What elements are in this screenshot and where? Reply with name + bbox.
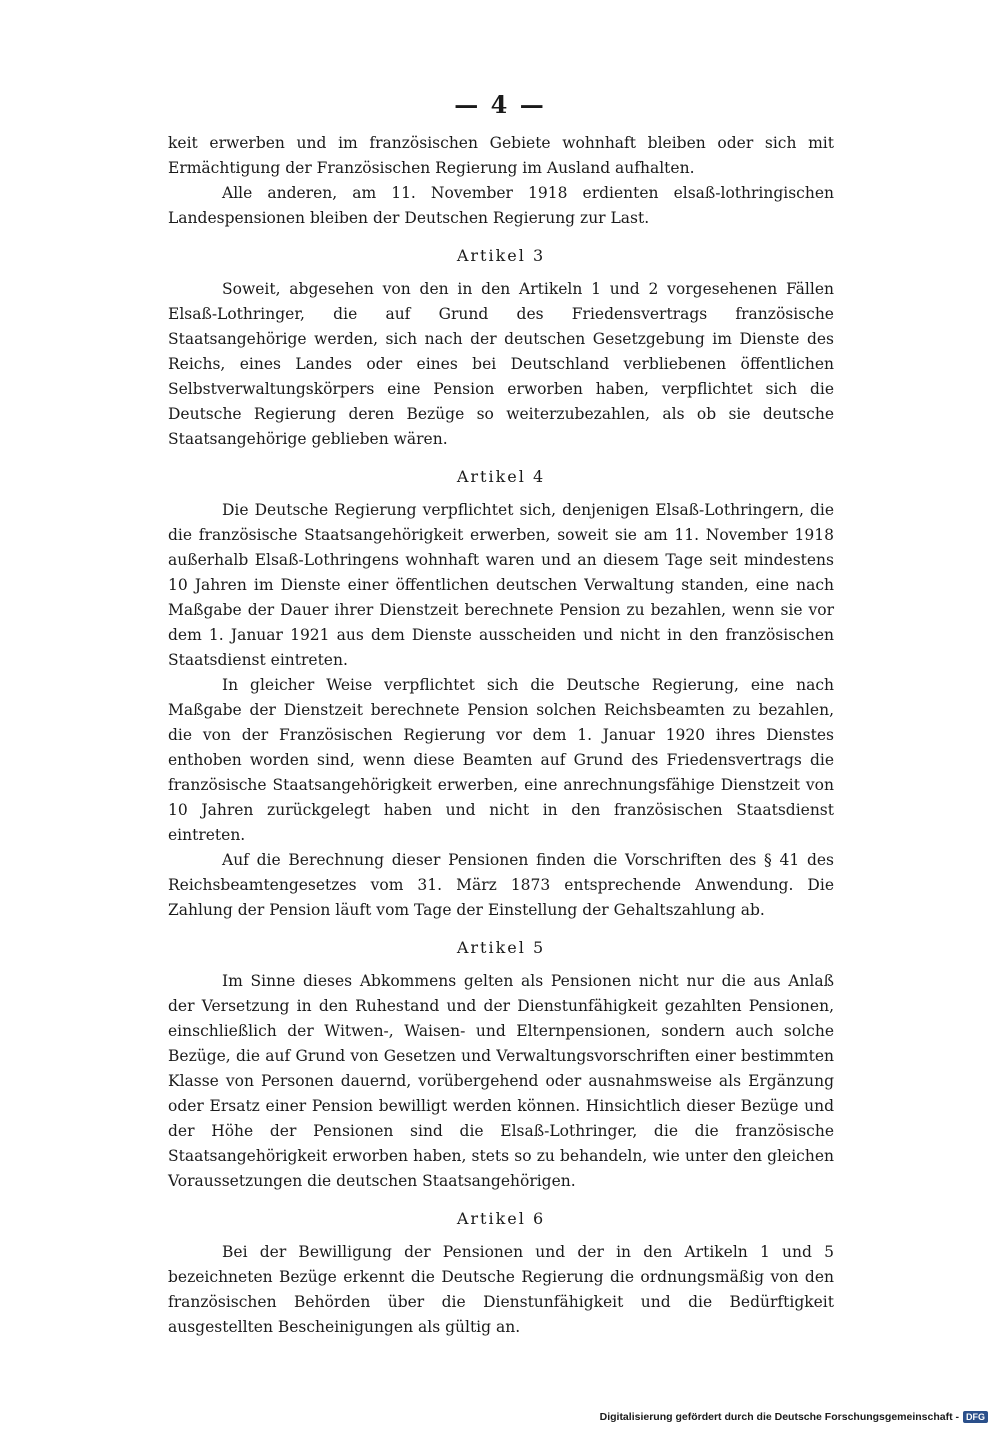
article-heading: Artikel 5 (456, 938, 546, 957)
article-heading: Artikel 4 (456, 467, 546, 486)
paragraph: In gleicher Weise verpflichtet sich die Deutsche Regierung, eine nach Maßgabe der Dienstzeit berechnete Pension solchen Reichsbeamten zu bezahlen, die von der Französischen Regierung vor dem 1. Januar 1920 ihres Dienstes enthoben worden sind, wenn diese Beamten auf Grund des Friedensvertrags die französische Staatsangehörigkeit erwerben, eine anrechnungsfähige Dienstzeit von 10 Jahren zurückgelegt haben und nicht in den französischen Staatsdienst eintreten. (168, 676, 834, 844)
paragraph: Die Deutsche Regierung verpflichtet sich, denjenigen Elsaß-Lothringern, die die französische Staatsangehörigkeit erwerben, soweit sie am 11. November 1918 außerhalb Elsaß-Lothringens wohnhaft waren und an diesem Tage seit mindestens 10 Jahren im Dienste einer öffentlichen deutschen Verwaltung standen, eine nach Maßgabe der Dauer ihrer Dienstzeit berechnete Pension zu bezahlen, wenn sie vor dem 1. Januar 1921 aus dem Dienste ausscheiden und nicht in den französischen Staatsdienst eintreten. (168, 501, 834, 669)
page-number: — 4 — (454, 90, 546, 119)
paragraph: Im Sinne dieses Abkommens gelten als Pensionen nicht nur die aus Anlaß der Versetzung in den Ruhestand und der Dienstunfähigkeit gezahlten Pensionen, einschließlich der Witwen-, Waisen- und Elternpensionen, sondern auch solche Bezüge, die auf Grund von Gesetzen und Verwaltungsvorschriften einer bestimmten Klasse von Personen dauernd, vorübergehend oder ausnahmsweise als Ergänzung oder Ersatz einer Pension bewilligt werden können. Hinsichtlich dieser Bezüge und der Höhe der Pensionen sind die Elsaß-Lothringer, die die französische Staatsangehörigkeit erworben haben, stets so zu behandeln, wie unter den gleichen Voraussetzungen die deutschen Staatsangehörigen. (168, 972, 834, 1190)
footer-text: Digitalisierung gefördert durch die Deutsche Forschungsgemeinschaft - (599, 1411, 959, 1423)
paragraph: Bei der Bewilligung der Pensionen und der in den Artikeln 1 und 5 bezeichneten Bezüge erkennt die Deutsche Regierung die ordnungsmäßig von den französischen Behörden über die Dienstunfähigkeit und die Bedürftigkeit ausgestellten Bescheinigungen als gültig an. (168, 1243, 834, 1336)
paragraph: keit erwerben und im französischen Gebiete wohnhaft bleiben oder sich mit Ermächtigung der Französischen Regierung im Ausland aufhalten. (168, 134, 834, 177)
article-heading: Artikel 6 (456, 1209, 546, 1228)
paragraph: Auf die Berechnung dieser Pensionen finden die Vorschriften des § 41 des Reichsbeamtengesetzes vom 31. März 1873 entsprechende Anwendung. Die Zahlung der Pension läuft vom Tage der Einstellung der Gehaltszahlung ab. (168, 851, 834, 919)
paragraph: Soweit, abgesehen von den in den Artikeln 1 und 2 vorgesehenen Fällen Elsaß-Lothringer, die auf Grund des Friedensvertrags französische Staatsangehörige werden, sich nach der deutschen Gesetzgebung im Dienste des Reichs, eines Landes oder eines bei Deutschland verbliebenen öffentlichen Selbstverwaltungskörpers eine Pension erworben haben, verpflichtet sich die Deutsche Regierung deren Bezüge so weiterzubezahlen, als ob sie deutsche Staatsangehörige geblieben wären. (168, 280, 834, 448)
footer-credit (600, 1411, 988, 1423)
dfg-logo-icon: DFG (963, 1411, 988, 1423)
paragraph: Alle anderen, am 11. November 1918 erdienten elsaß-lothringischen Landespensionen bleiben der Deutschen Regierung zur Last. (168, 184, 834, 227)
document-body (168, 131, 834, 1340)
article-heading: Artikel 3 (456, 246, 546, 265)
